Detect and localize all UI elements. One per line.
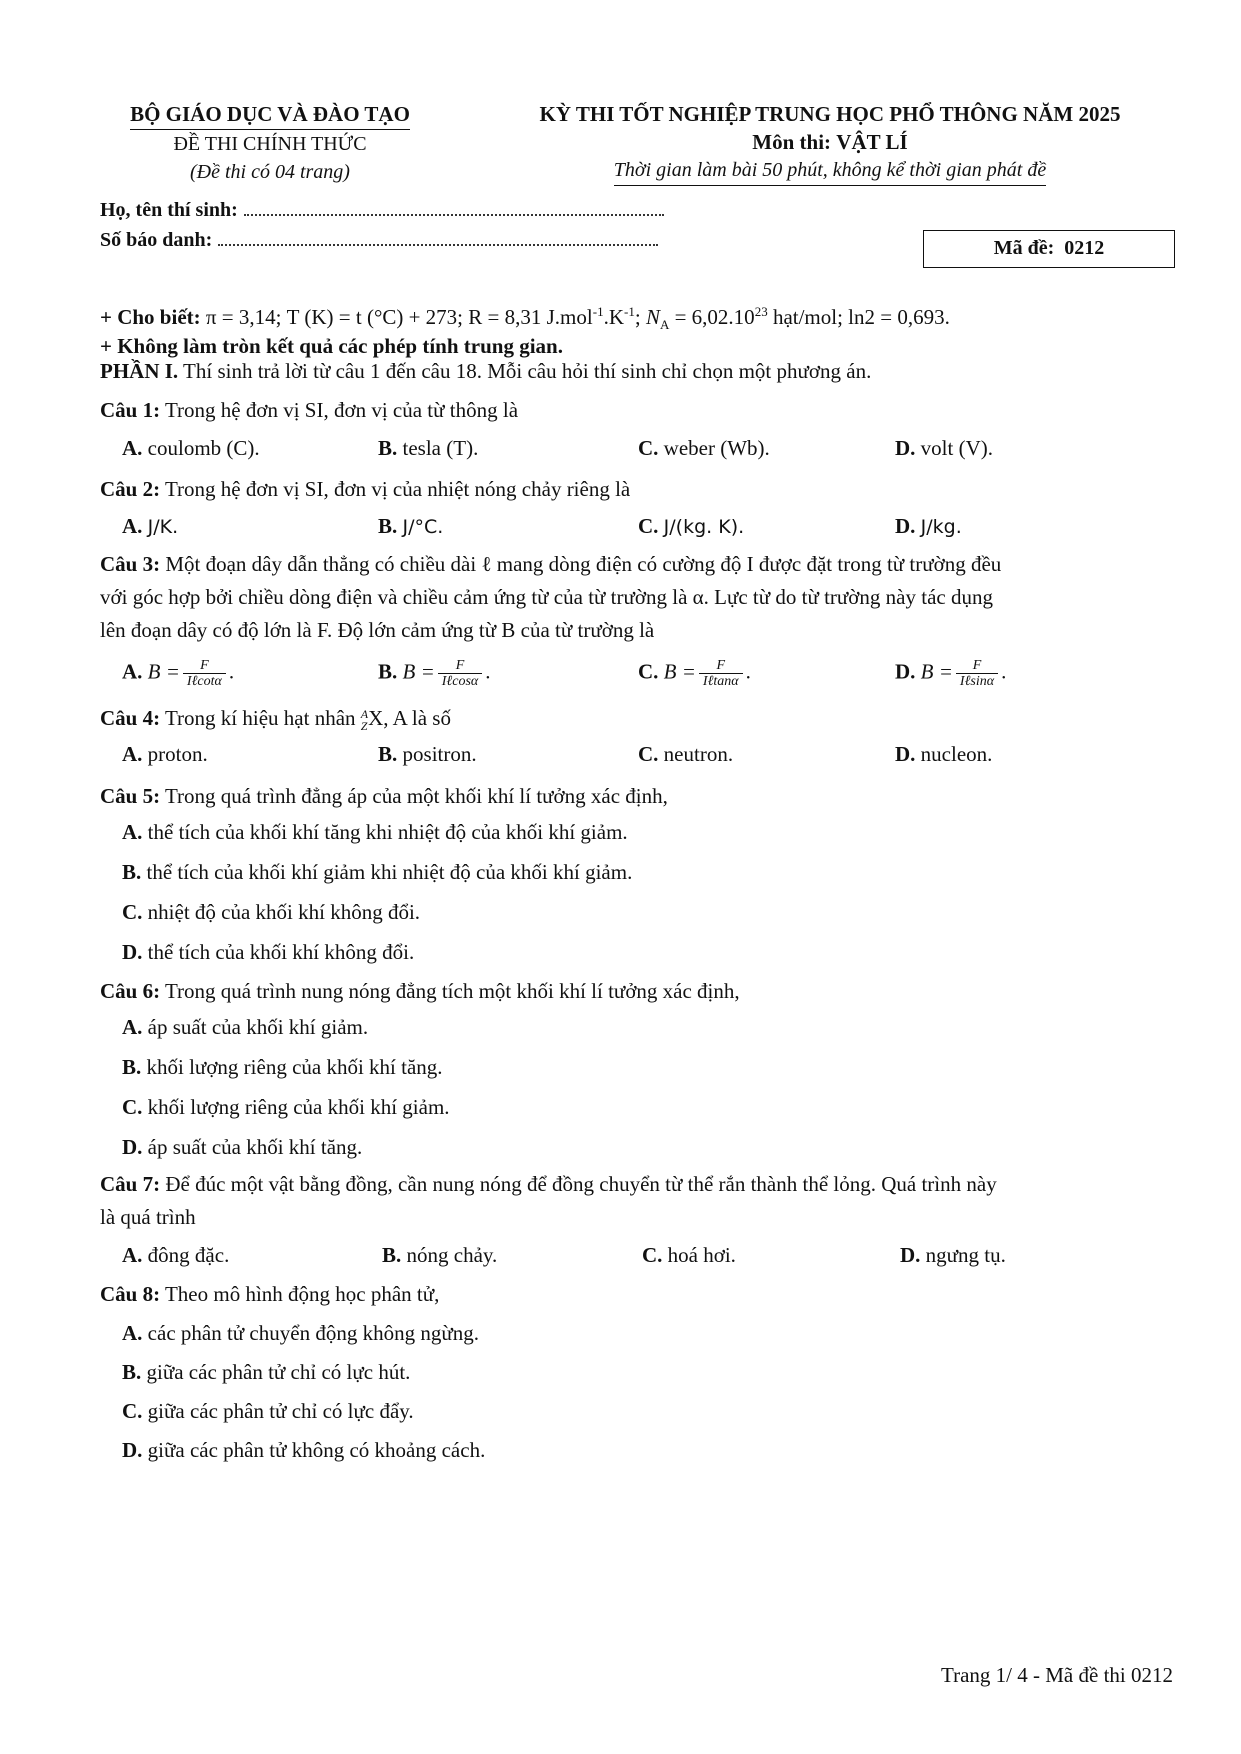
q7-option-d[interactable] [900,1243,1006,1268]
given-prefix: + Cho biết: [100,305,201,329]
header-right [500,100,1160,186]
fraction-numerator: F [200,658,209,673]
exam-code-value: 0212 [1064,237,1105,259]
fraction-denominator: Iℓcosα [438,673,483,689]
option-letter: D. [895,659,916,684]
formula-end: . [1001,659,1007,684]
question-label: Câu 6: [100,979,161,1003]
given-r: R = 8,31 J.mol [468,305,593,329]
formula-end: . [485,659,491,684]
mass-number: A [360,707,369,722]
official-label: ĐỀ THI CHÍNH THỨC [173,133,367,155]
q8-option-b[interactable] [122,1360,410,1385]
option-text: J/(kg. K). [663,516,745,538]
q5-option-b[interactable] [122,860,632,885]
question-4 [100,702,1190,735]
formula-lhs: B = [147,659,180,684]
exam-title: KỲ THI TỐT NGHIỆP TRUNG HỌC PHỔ THÔNG NĂM 2025 [539,102,1121,126]
option-letter: D. [895,436,916,460]
part1-label: PHẦN I. [100,359,179,383]
part1-instructions [100,355,1190,388]
question-text-end: , A là số [383,706,451,730]
option-text: thể tích của khối khí không đổi. [147,940,415,964]
q3-option-c[interactable] [638,658,751,689]
option-text: khối lượng riêng của khối khí giảm. [147,1095,450,1119]
candidate-name-label: Họ, tên thí sinh: [100,199,238,221]
question-3 [100,548,1190,647]
q8-option-a[interactable] [122,1321,479,1346]
q3-option-a[interactable] [122,658,234,689]
option-letter: D. [895,742,916,766]
exam-code-label: Mã đề: [993,237,1055,259]
option-letter: C. [122,900,143,924]
given-r-exp2: -1 [624,304,635,319]
candidate-id-row [100,228,658,252]
question-label: Câu 4: [100,706,161,730]
q1-option-d[interactable] [895,436,993,461]
question-5 [100,780,1190,813]
fraction [699,658,743,689]
option-letter: B. [378,436,398,460]
option-text: volt (V). [920,436,993,460]
option-letter: C. [638,742,659,766]
fraction-numerator: F [455,658,465,673]
fraction [956,658,998,689]
question-text: Trong hệ đơn vị SI, đơn vị của từ thông là [160,398,519,422]
option-letter: A. [122,742,143,766]
option-text: thể tích của khối khí giảm khi nhiệt độ của khối khí giảm. [146,860,633,884]
option-letter: D. [900,1243,921,1267]
given-r-exp1: -1 [592,304,604,319]
option-letter: D. [122,940,143,964]
option-text: thể tích của khối khí tăng khi nhiệt độ của khối khí giảm. [147,820,628,844]
option-letter: C. [122,1095,143,1119]
option-text: nhiệt độ của khối khí không đổi. [147,900,421,924]
q5-option-c[interactable] [122,900,420,925]
option-letter: B. [382,1243,402,1267]
given-na-val: = 6,02.10 [669,305,755,329]
q6-option-c[interactable] [122,1095,450,1120]
option-text: neutron. [663,742,734,766]
option-letter: B. [122,860,142,884]
question-1 [100,394,1190,427]
q3-option-b[interactable] [378,658,491,689]
formula-lhs: B = [663,659,696,684]
candidate-id-field[interactable] [218,228,658,246]
q4-option-a[interactable] [122,742,208,767]
option-letter: C. [638,514,659,538]
q6-option-d[interactable] [122,1135,362,1160]
option-letter: B. [378,514,398,538]
given-na-sub: A [659,317,670,333]
given-na: N [645,305,660,329]
question-text: Để đúc một vật bằng đồng, cần nung nóng để đồng chuyển từ thể rắn thành thể lỏng. Quá trình này [160,1172,997,1196]
formula-lhs: B = [920,659,953,684]
option-text: hoá hơi. [667,1243,736,1267]
question-text-line3: lên đoạn dây có độ lớn là F. Độ lớn cảm ứng từ B của từ trường là [100,618,655,642]
candidate-name-row [100,198,664,222]
option-text: nóng chảy. [406,1243,498,1267]
option-text: áp suất của khối khí tăng. [147,1135,363,1159]
q1-option-a[interactable] [122,436,260,461]
nuclide-indices [361,708,368,732]
q5-option-a[interactable] [122,820,628,845]
option-letter: D. [122,1438,143,1462]
option-letter: B. [122,1055,142,1079]
subject-name: VẬT LÍ [836,130,908,154]
part1-text: Thí sinh trả lời từ câu 1 đến câu 18. Mỗi câu hỏi thí sinh chỉ chọn một phương án. [178,359,872,383]
q7-option-b[interactable] [382,1243,497,1268]
formula-lhs: B = [402,659,435,684]
option-letter: A. [122,436,143,460]
option-letter: D. [122,1135,143,1159]
q2-option-a[interactable] [122,514,178,539]
option-text: J/K. [147,516,179,538]
question-text: Trong quá trình nung nóng đẳng tích một khối khí lí tưởng xác định, [160,979,740,1003]
option-text: tesla (T). [402,436,479,460]
candidate-name-field[interactable] [244,198,664,216]
given-na-exp: 23 [754,304,768,319]
page-footer: Trang 1/ 4 - Mã đề thi 0212 [941,1663,1173,1687]
fraction-numerator: F [972,658,982,673]
header-left [100,100,440,186]
option-letter: A. [122,1321,143,1345]
given-r-end: ; [634,305,641,329]
option-letter: C. [642,1243,663,1267]
q1-option-b[interactable] [378,436,478,461]
question-text: Một đoạn dây dẫn thẳng có chiều dài ℓ mang dòng điện có cường độ I được đặt trong từ trường đều [160,552,1002,576]
option-letter: C. [638,436,659,460]
question-label: Câu 7: [100,1172,161,1196]
subject-label: Môn thi: [752,130,832,154]
option-text: đông đặc. [147,1243,230,1267]
question-label: Câu 2: [100,477,161,501]
option-text: các phân tử chuyển động không ngừng. [147,1321,479,1345]
option-letter: C. [638,659,659,684]
option-letter: D. [895,514,916,538]
option-text: nucleon. [920,742,993,766]
q4-option-d[interactable] [895,742,992,767]
option-text: proton. [147,742,208,766]
option-text: giữa các phân tử không có khoảng cách. [147,1438,486,1462]
question-6 [100,975,1190,1008]
q2-option-c[interactable] [638,514,744,539]
nuclide-symbol: X [368,706,384,730]
question-text: Trong hệ đơn vị SI, đơn vị của nhiệt nóng chảy riêng là [160,477,631,501]
ministry-name: BỘ GIÁO DỤC VÀ ĐÀO TẠO [130,100,410,130]
page-count: (Đề thi có 04 trang) [190,161,350,183]
option-text: khối lượng riêng của khối khí tăng. [146,1055,443,1079]
q7-option-a[interactable] [122,1243,229,1268]
option-text: positron. [402,742,477,766]
q5-option-d[interactable] [122,940,414,965]
fraction-numerator: F [716,658,726,673]
question-label: Câu 3: [100,552,161,576]
q6-option-b[interactable] [122,1055,443,1080]
option-letter: A. [122,659,143,684]
option-letter: B. [378,659,398,684]
option-letter: C. [122,1399,143,1423]
time-note: Thời gian làm bài 50 phút, không kể thời gian phát đề [614,156,1046,186]
rounding-note-text: + Không làm tròn kết quả các phép tính trung gian. [100,334,563,358]
question-label: Câu 8: [100,1282,161,1306]
option-letter: B. [122,1360,142,1384]
option-text: J/°C. [402,516,444,538]
given-pi: π = 3,14; [205,305,282,329]
option-text: J/kg. [920,516,962,538]
given-temp: T (K) = t (°C) + 273; [286,305,464,329]
question-label: Câu 1: [100,398,161,422]
option-letter: A. [122,514,143,538]
q1-option-c[interactable] [638,436,770,461]
question-text: Trong kí hiệu hạt nhân [160,706,361,730]
q2-option-b[interactable] [378,514,443,539]
fraction-denominator: Iℓcotα [183,673,226,689]
q8-option-d[interactable] [122,1438,485,1463]
q3-option-d[interactable] [895,658,1006,689]
q7-option-c[interactable] [642,1243,736,1268]
question-text-line2: là quá trình [100,1205,196,1229]
question-2 [100,473,1190,506]
question-7 [100,1168,1190,1234]
question-8 [100,1278,1190,1311]
option-letter: A. [122,1243,143,1267]
option-letter: A. [122,1015,143,1039]
given-na-unit: hạt/mol; ln2 = 0,693. [767,305,950,329]
option-letter: A. [122,820,143,844]
q4-option-b[interactable] [378,742,477,767]
option-text: giữa các phân tử chỉ có lực hút. [146,1360,411,1384]
candidate-id-label: Số báo danh: [100,229,213,251]
given-r-mid: .K [603,305,624,329]
fraction-denominator: Iℓsinα [956,673,998,689]
formula-end: . [228,659,235,684]
option-text: áp suất của khối khí giảm. [147,1015,369,1039]
fraction-denominator: Iℓtanα [699,673,743,689]
option-text: coulomb (C). [147,436,260,460]
exam-code-box [923,230,1175,268]
formula-end: . [745,659,751,684]
question-text: Theo mô hình động học phân tử, [160,1282,440,1306]
fraction [438,658,483,689]
q2-option-d[interactable] [895,514,962,539]
option-text: weber (Wb). [663,436,770,460]
given-constants [100,304,950,333]
option-letter: B. [378,742,398,766]
q6-option-a[interactable] [122,1015,368,1040]
q8-option-c[interactable] [122,1399,414,1424]
question-label: Câu 5: [100,784,161,808]
option-text: ngưng tụ. [925,1243,1006,1267]
option-text: giữa các phân tử chỉ có lực đẩy. [147,1399,414,1423]
fraction [183,658,226,689]
question-text-line2: với góc hợp bởi chiều dòng điện và chiều cảm ứng từ của từ trường là α. Lực từ do từ trường này tác dụng [100,585,993,609]
atomic-number: Z [360,719,368,734]
question-text: Trong quá trình đẳng áp của một khối khí lí tưởng xác định, [160,784,668,808]
q4-option-c[interactable] [638,742,733,767]
